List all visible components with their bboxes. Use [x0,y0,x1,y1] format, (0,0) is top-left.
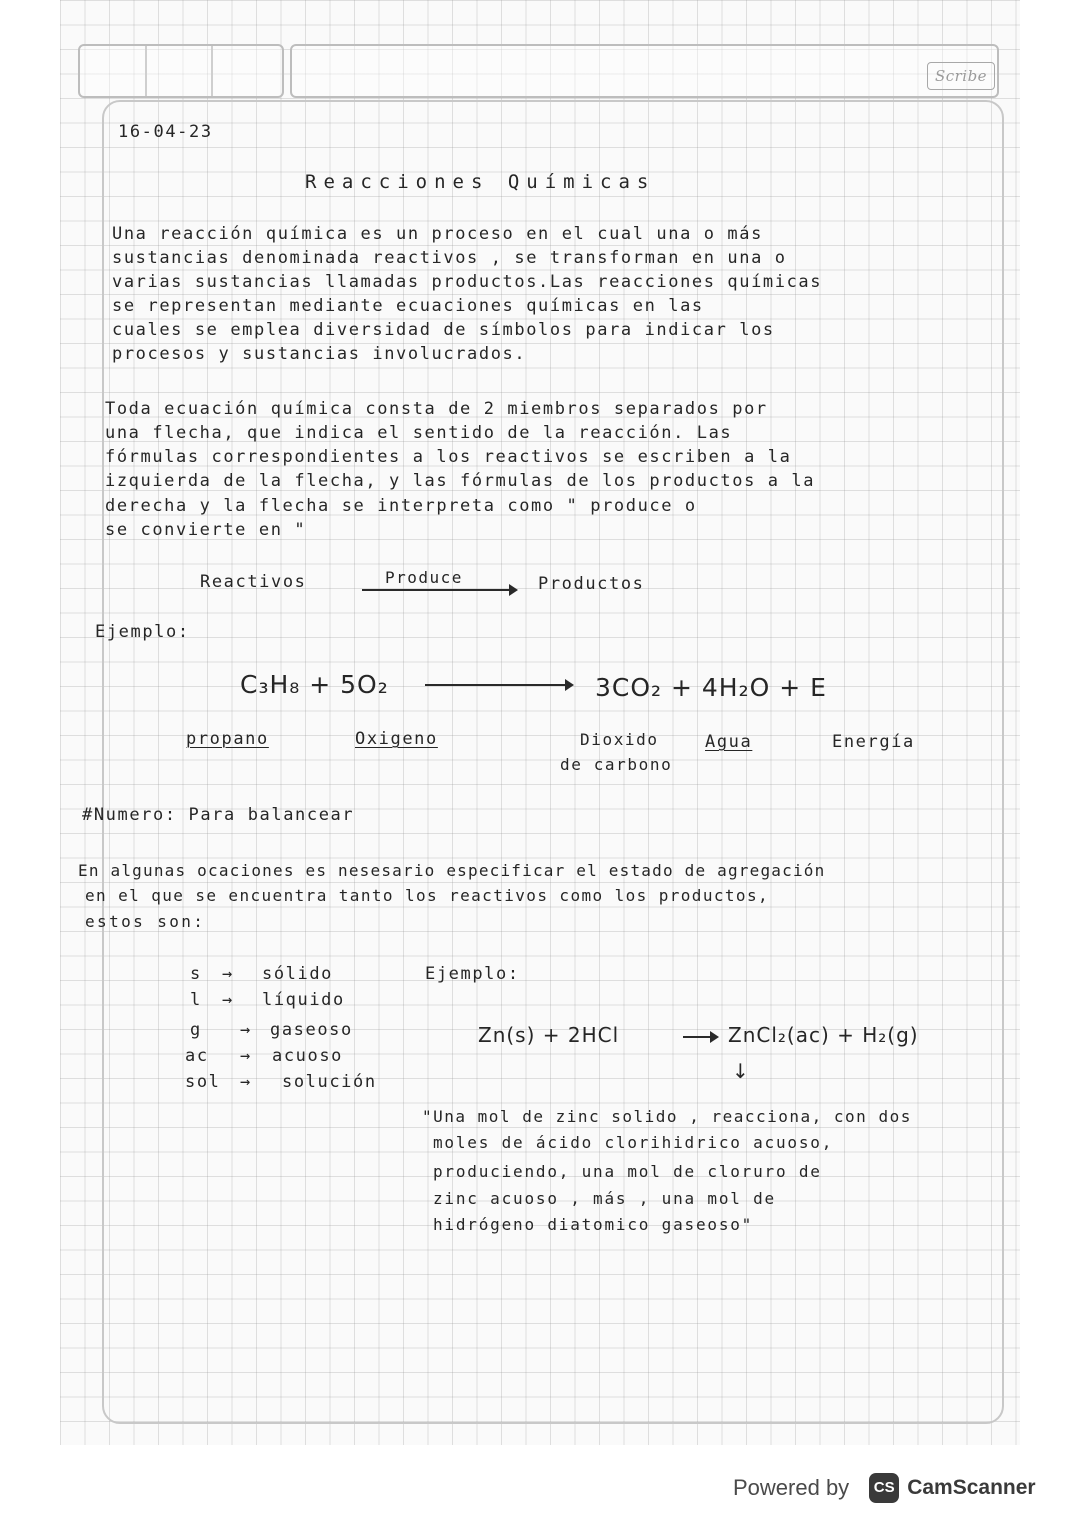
example2-reactants: Zn(s) + 2HCl [478,1023,620,1047]
state-arrow-icon: → [222,990,234,1010]
definition-line: sustancias denominada reactivos , se transforman en una o [112,248,787,268]
state-meaning: acuoso [272,1046,344,1066]
state-intro-line: En algunas ocaciones es nesesario especificar el estado de agregación [78,861,826,880]
state-meaning: líquido [262,990,345,1010]
definition-line: procesos y sustancias involucrados. [112,344,527,364]
name-propane: propano [186,729,269,749]
name-energy: Energía [832,732,915,752]
state-arrow-icon: → [222,964,234,984]
state-arrow-icon: → [240,1046,252,1066]
definition-line: varias sustancias llamadas productos.Las reacciones químicas [112,272,823,292]
name-water: Agua [705,732,753,752]
state-arrow-icon: → [240,1072,252,1092]
explanation-line: "Una mol de zinc solido , reacciona, con dos [422,1107,912,1126]
explanation-line: moles de ácido clorihidrico acuoso, [433,1133,834,1152]
equation-line: derecha y la flecha se interpreta como " produce o [105,496,697,516]
equation-line: fórmulas correspondientes a los reactivos se escriben a la [105,447,792,467]
page-title: Reacciones Químicas [305,171,656,193]
camscanner-name: CamScanner [907,1476,1036,1499]
state-intro-line: estos son: [85,912,206,931]
definition-line: se representan mediante ecuaciones químicas en las [112,296,704,316]
name-dioxide-2: de carbono [560,755,673,774]
state-symbol: g [190,1020,202,1040]
definition-line: cuales se emplea diversidad de símbolos para indicar los [112,320,775,340]
state-arrow-icon: → [240,1020,252,1040]
down-arrow-icon: ↓ [732,1059,750,1083]
brand-logo: Scribe [927,62,995,90]
state-symbol: l [190,990,202,1010]
camscanner-footer [733,1468,1036,1508]
state-meaning: sólido [262,964,334,984]
example2-label: Ejemplo: [425,964,520,984]
numero-note: #Numero: Para balancear [82,805,355,825]
scheme-arrow-label: Produce [385,568,463,587]
date: 16-04-23 [118,122,213,142]
camscanner-logo-icon: CS [869,1473,899,1503]
example-label: Ejemplo: [95,622,190,642]
state-symbol: ac [185,1046,209,1066]
equation-line: una flecha, que indica el sentido de la reacción. Las [105,423,733,443]
header-box-right [290,44,999,98]
explanation-line: hidrógeno diatomico gaseoso" [433,1215,754,1234]
explanation-line: zinc acuoso , más , una mol de [433,1189,776,1208]
name-oxygen: Oxigeno [355,729,438,749]
header-box-left [78,44,284,98]
example2-products: ZnCl₂(ac) + H₂(g) [728,1023,919,1047]
definition-line: Una reacción química es un proceso en el cual una o más [112,224,763,244]
example1-products: 3CO₂ + 4H₂O + E [595,673,827,702]
powered-by-text: Powered by [733,1475,850,1500]
state-symbol: sol [185,1072,221,1092]
scheme-reactants: Reactivos [200,572,307,592]
name-dioxide: Dioxido [580,730,659,749]
state-meaning: solución [282,1072,377,1092]
example1-reactants: C₃H₈ + 5O₂ [240,670,389,699]
equation-line: izquierda de la flecha, y las fórmulas de los productos a la [105,471,816,491]
example1-arrow [425,684,568,686]
example2-arrow [683,1036,713,1038]
scheme-products: Productos [538,574,645,594]
state-meaning: gaseoso [270,1020,353,1040]
state-intro-line: en el que se encuentra tanto los reactivos como los productos, [85,886,770,905]
equation-line: Toda ecuación química consta de 2 miembros separados por [105,399,768,419]
state-symbol: s [190,964,202,984]
explanation-line: produciendo, una mol de cloruro de [433,1162,822,1181]
equation-line: se convierte en " [105,520,307,540]
scheme-arrow [362,589,512,591]
